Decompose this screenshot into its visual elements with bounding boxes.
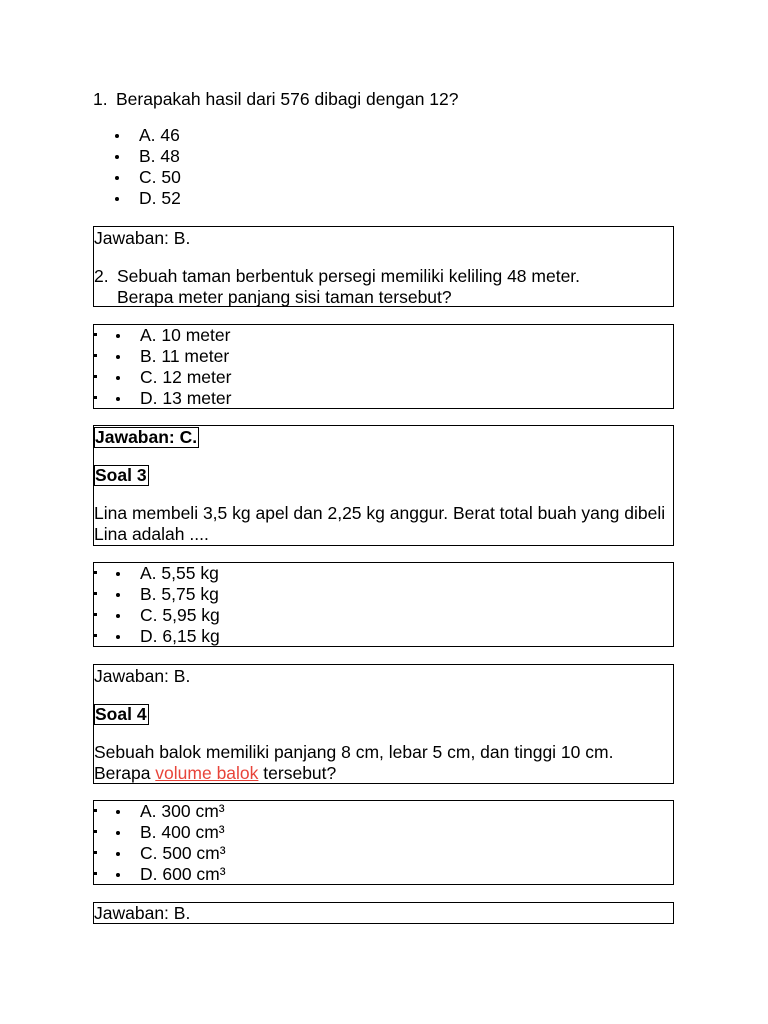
question-4-text-before: Sebuah balok memiliki panjang 8 cm, lebar 5 cm, dan tinggi 10 cm. Berapa: [94, 742, 614, 783]
option-label: A. 300 cm³: [140, 801, 225, 821]
answer-2-question-3-box: [93, 425, 674, 546]
answer-4-box: [93, 902, 674, 924]
question-3-heading-label: Soal 3: [95, 465, 147, 485]
answer-4: Jawaban: B.: [94, 903, 191, 923]
question-3-text: Lina membeli 3,5 kg apel dan 2,25 kg anggur. Berat total buah yang dibeli Lina adalah ....: [94, 503, 666, 544]
option-item: [94, 325, 673, 346]
option-item: D. 52: [93, 188, 673, 209]
option-label: A. 10 meter: [140, 325, 231, 345]
answer-2: [94, 427, 673, 448]
option-label: D. 13 meter: [140, 388, 232, 408]
question-3-options: [94, 563, 673, 647]
question-2-options-box: [93, 324, 674, 409]
option-item: [94, 801, 673, 822]
option-item: [94, 388, 673, 409]
option-item: [94, 864, 673, 885]
option-label: A. 5,55 kg: [140, 563, 219, 583]
question-1: [93, 89, 673, 110]
option-label: C. 12 meter: [140, 367, 232, 387]
option-item: [94, 843, 673, 864]
question-4-text-after: tersebut?: [258, 763, 337, 783]
question-2-options: [94, 325, 673, 409]
question-2-line-2: Berapa meter panjang sisi taman tersebut?: [117, 287, 452, 307]
question-4-text: [94, 742, 673, 784]
answer-1: Jawaban: B.: [94, 228, 191, 248]
question-1-options: [93, 125, 673, 209]
volume-balok-link[interactable]: volume balok: [155, 763, 259, 783]
option-label: B. 5,75 kg: [140, 584, 219, 604]
question-3-heading: [94, 465, 673, 486]
question-1-number: 1.: [93, 89, 108, 109]
option-item: [94, 584, 673, 605]
option-label: C. 500 cm³: [140, 843, 226, 863]
option-item: [94, 822, 673, 843]
option-item: C. 50: [93, 167, 673, 188]
question-4-heading: [94, 704, 673, 725]
answer-3-question-4-box: [93, 664, 674, 784]
option-label: B. 400 cm³: [140, 822, 225, 842]
answer-3: Jawaban: B.: [94, 666, 191, 686]
question-2-text: [117, 266, 580, 308]
question-2: [94, 266, 673, 308]
option-item: B. 48: [93, 146, 673, 167]
option-item: [94, 367, 673, 388]
question-2-number: 2.: [94, 266, 109, 286]
option-label: B. 11 meter: [140, 346, 230, 366]
question-4-heading-label: Soal 4: [95, 704, 147, 724]
option-label: C. 5,95 kg: [140, 605, 220, 625]
question-4-options: [94, 801, 673, 885]
option-label: D. 600 cm³: [140, 864, 226, 884]
answer-1-question-2-box: [93, 226, 674, 307]
answer-2-label: Jawaban: C.: [95, 427, 198, 447]
option-label: D. 6,15 kg: [140, 626, 220, 646]
option-item: [94, 605, 673, 626]
option-item: [94, 626, 673, 647]
question-2-line-1: Sebuah taman berbentuk persegi memiliki keliling 48 meter.: [117, 266, 581, 286]
question-3-options-box: [93, 562, 674, 647]
option-item: [94, 563, 673, 584]
question-1-text: Berapakah hasil dari 576 dibagi dengan 12?: [116, 89, 459, 109]
option-item: [94, 346, 673, 367]
option-item: A. 46: [93, 125, 673, 146]
question-4-options-box: [93, 800, 674, 885]
